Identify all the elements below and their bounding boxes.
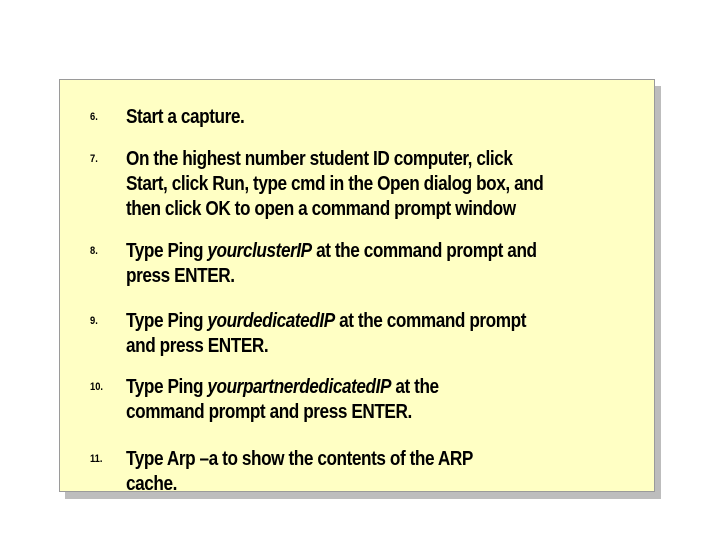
step-text-variable: yourpartnerdedicatedIP [207,376,392,398]
content-panel [59,79,655,492]
step-number: 10. [90,381,104,393]
step-number: 6. [90,111,98,123]
step-text-pre: Type Ping [126,310,208,332]
step-text-variable: yourdedicatedIP [207,310,335,332]
step-line: Type Arp –a to show the contents of the ARP [126,448,473,470]
step-text [126,447,573,492]
step-text-post: at the command prompt and [311,240,537,262]
step-line: cache. [126,473,177,492]
step-line: Start, click Run, type cmd in the Open dialog box, and [126,173,544,195]
step-text-variable: yourclusterIP [207,240,312,262]
step-line: command prompt and press ENTER. [126,401,412,423]
step-number: 7. [90,153,98,165]
step-number: 11. [90,453,103,465]
step-text [126,309,573,359]
step-text-pre: Type Ping [126,240,208,262]
step-text [126,147,573,222]
step-line: Start a capture. [126,106,245,128]
step-number: 9. [90,315,98,327]
step-number: 8. [90,245,98,257]
step-line: then click OK to open a command prompt window [126,198,516,220]
step-text-pre: Type Ping [126,376,208,398]
step-text-post: at the [391,376,439,398]
step-line: press ENTER. [126,265,235,287]
step-text [126,239,573,289]
step-line: and press ENTER. [126,335,269,357]
step-text [126,375,573,425]
step-line: On the highest number student ID computer, click [126,148,513,170]
step-text [126,105,573,130]
step-line [126,309,573,334]
step-text-post: at the command prompt [334,310,526,332]
step-line [126,239,573,264]
step-line [126,375,573,400]
